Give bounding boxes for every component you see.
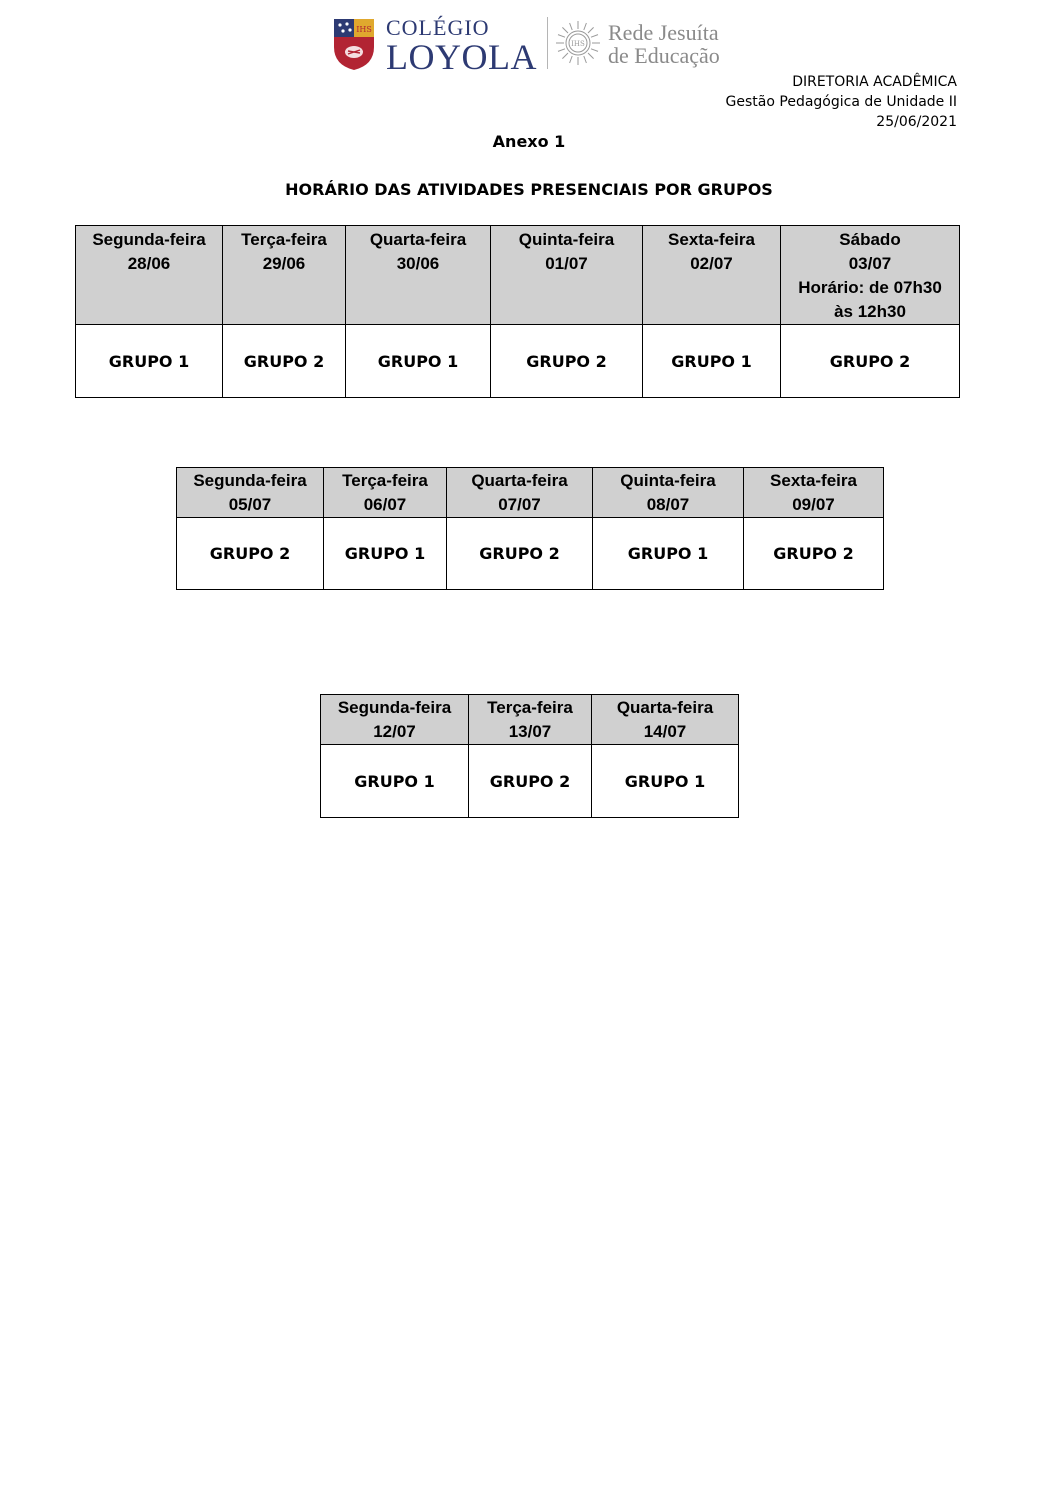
day-date: 13/07 (508, 722, 552, 741)
day-header (223, 226, 346, 325)
day-date: 28/06 (127, 254, 171, 273)
schedule-table-week2 (176, 467, 884, 590)
document-info (726, 72, 957, 132)
group-cell: GRUPO 1 (593, 518, 744, 590)
annex-title: Anexo 1 (492, 132, 566, 151)
day-header (76, 226, 223, 325)
day-date: 03/07 (848, 254, 892, 273)
day-name: Terça-feira (487, 698, 573, 717)
group-cell: GRUPO 2 (223, 325, 346, 398)
day-name: Quarta-feira (616, 698, 714, 717)
day-header (324, 468, 447, 518)
network-name-line2: de Educação (608, 43, 720, 68)
day-date: 09/07 (792, 495, 835, 514)
unit-label: Gestão Pedagógica de Unidade II (725, 94, 957, 110)
loyola-shield-icon (332, 17, 376, 71)
day-name: Sexta-feira (770, 471, 857, 490)
school-name-line2: LOYOLA (386, 37, 537, 77)
header-logos (330, 15, 730, 75)
day-name: Quarta-feira (471, 471, 568, 490)
day-header (491, 226, 643, 325)
day-date: 12/07 (373, 722, 416, 741)
svg-text:IHS: IHS (356, 25, 372, 34)
group-cell: GRUPO 1 (76, 325, 223, 398)
school-name (386, 15, 537, 75)
day-date: 07/07 (498, 495, 541, 514)
day-header (744, 468, 884, 518)
schedule-time: Horário: de 07h30 (798, 278, 942, 297)
table-header-row (177, 468, 884, 518)
day-header (346, 226, 491, 325)
group-cell: GRUPO 1 (643, 325, 781, 398)
table-row (321, 745, 739, 818)
day-header (781, 226, 960, 325)
group-cell: GRUPO 2 (491, 325, 643, 398)
table-header-row (76, 226, 960, 325)
day-date: 08/07 (646, 495, 690, 514)
day-header (469, 695, 592, 745)
day-date: 29/06 (262, 254, 306, 273)
day-name: Segunda-feira (337, 698, 452, 717)
day-header (592, 695, 739, 745)
document-date: 25/06/2021 (876, 114, 957, 130)
table-row (177, 518, 884, 590)
day-name: Quarta-feira (369, 230, 467, 249)
day-name: Sexta-feira (668, 230, 755, 249)
group-cell: GRUPO 2 (781, 325, 960, 398)
group-cell: GRUPO 2 (744, 518, 884, 590)
day-date: 14/07 (643, 722, 687, 741)
group-cell: GRUPO 2 (469, 745, 592, 818)
day-header (177, 468, 324, 518)
jesuit-seal-icon (554, 19, 602, 67)
day-name: Segunda-feira (92, 230, 206, 249)
schedule-table-week3 (320, 694, 739, 818)
table-row (76, 325, 960, 398)
day-name: Terça-feira (342, 471, 428, 490)
day-date: 01/07 (545, 254, 588, 273)
day-name: Terça-feira (241, 230, 327, 249)
day-header (321, 695, 469, 745)
day-name: Segunda-feira (193, 471, 307, 490)
group-cell: GRUPO 2 (177, 518, 324, 590)
day-date: 02/07 (690, 254, 733, 273)
logo-divider (547, 17, 548, 69)
group-cell: GRUPO 1 (324, 518, 447, 590)
network-name-line1: Rede Jesuíta (608, 20, 719, 45)
school-name-line1: COLÉGIO (386, 15, 490, 40)
department-label: DIRETORIA ACADÊMICA (792, 74, 957, 90)
group-cell: GRUPO 1 (346, 325, 491, 398)
table-header-row (321, 695, 739, 745)
schedule-table-week1 (75, 225, 960, 398)
day-header (643, 226, 781, 325)
day-date: 05/07 (228, 495, 272, 514)
group-cell: GRUPO 2 (447, 518, 593, 590)
day-name: Sábado (839, 230, 901, 249)
day-name: Quinta-feira (620, 471, 716, 490)
day-header (593, 468, 744, 518)
schedule-title: HORÁRIO DAS ATIVIDADES PRESENCIAIS POR GRUPOS (285, 180, 773, 199)
group-cell: GRUPO 1 (592, 745, 739, 818)
day-header (447, 468, 593, 518)
day-date: 06/07 (363, 495, 407, 514)
svg-text:IHS: IHS (571, 40, 585, 48)
day-date: 30/06 (396, 254, 440, 273)
network-name (608, 21, 720, 67)
schedule-time-end: às 12h30 (834, 302, 906, 321)
group-cell: GRUPO 1 (321, 745, 469, 818)
day-name: Quinta-feira (518, 230, 615, 249)
